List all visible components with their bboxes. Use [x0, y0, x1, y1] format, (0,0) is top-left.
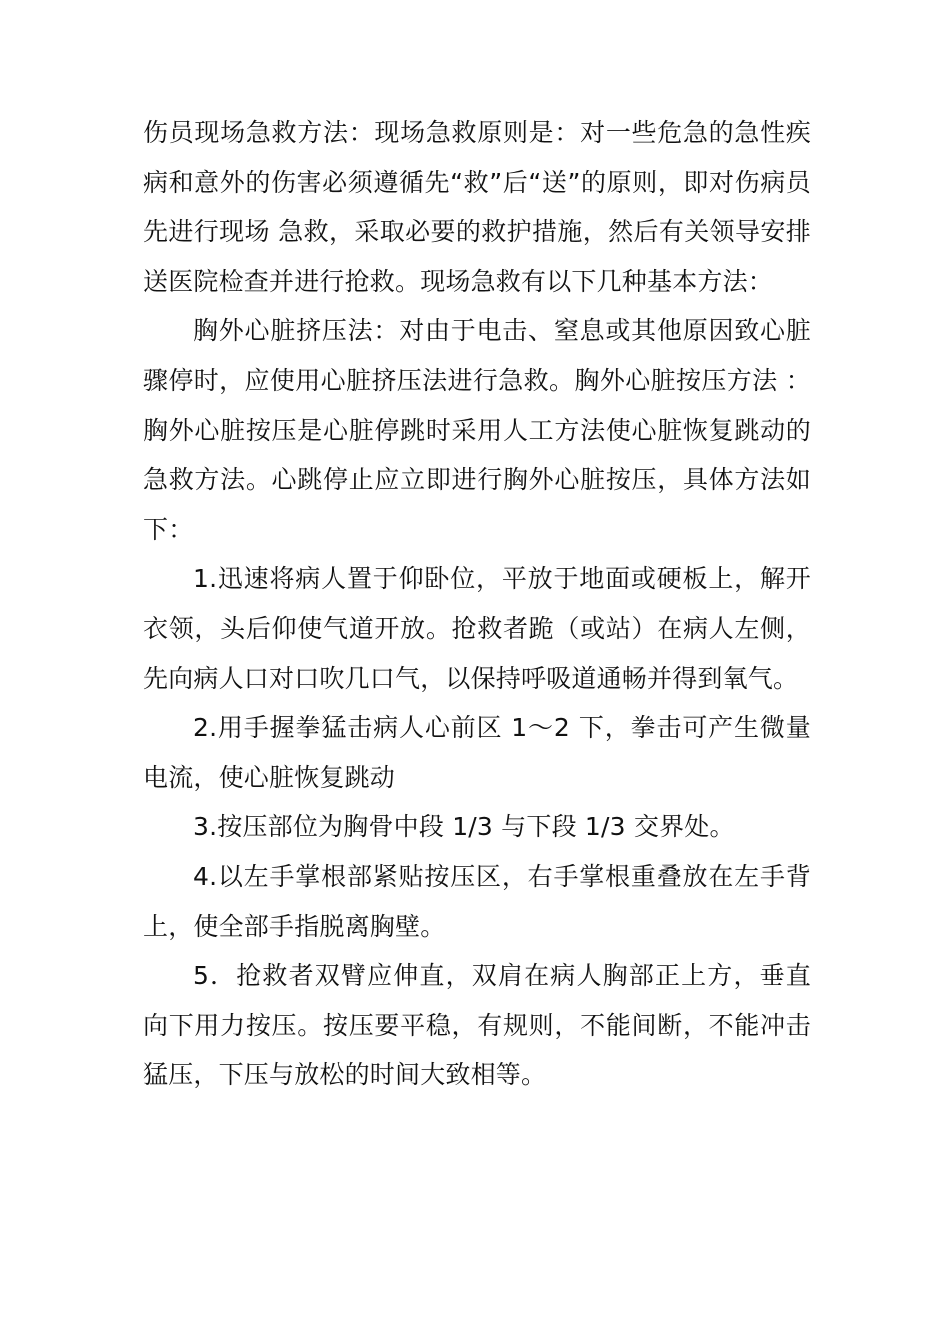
paragraph-step-4: 4.以左手掌根部紧贴按压区，右手掌根重叠放在左手背上，使全部手指脱离胸壁。 — [143, 861, 811, 941]
paragraph-step-3: 3.按压部位为胸骨中段 1/3 与下段 1/3 交界处。 — [193, 812, 735, 842]
paragraph-step-2: 2.用手握拳猛击病人心前区 1～2 下，拳击可产生微量电流，使心脏恢复跳动 — [143, 713, 811, 792]
paragraph-step-5: 5．抢救者双臂应伸直，双肩在病人胸部正上方，垂直向下用力按压。按压要平稳，有规则，不能间断，不能冲击猛压，下压与放松的时间大致相等。 — [143, 961, 811, 1090]
paragraph-chest-compression: 胸外心脏挤压法：对由于电击、窒息或其他原因致心脏骤停时，应使用心脏挤压法进行急救。胸外心脏按压方法 ：胸外心脏按压是心脏停跳时采用人工方法使心脏恢复跳动的急救方法。心跳停止应立即进行胸外心脏按压，具体方法如下： — [143, 316, 811, 544]
paragraph-intro: 伤员现场急救方法：现场急救原则是：对一些危急的急性疾病和意外的伤害必须遵循先“救”后“送”的原则，即对伤病员先进行现场 急救，采取必要的救护措施，然后有关领导安排送医院检查并进行抢救。现场急救有以下几种基本方法： — [143, 118, 811, 296]
document-body — [143, 108, 811, 1100]
paragraph-step-1: 1.迅速将病人置于仰卧位，平放于地面或硬板上，解开衣领，头后仰使气道开放。抢救者跪（或站）在病人左侧，先向病人口对口吹几口气，以保持呼吸道通畅并得到氧气。 — [143, 564, 811, 693]
